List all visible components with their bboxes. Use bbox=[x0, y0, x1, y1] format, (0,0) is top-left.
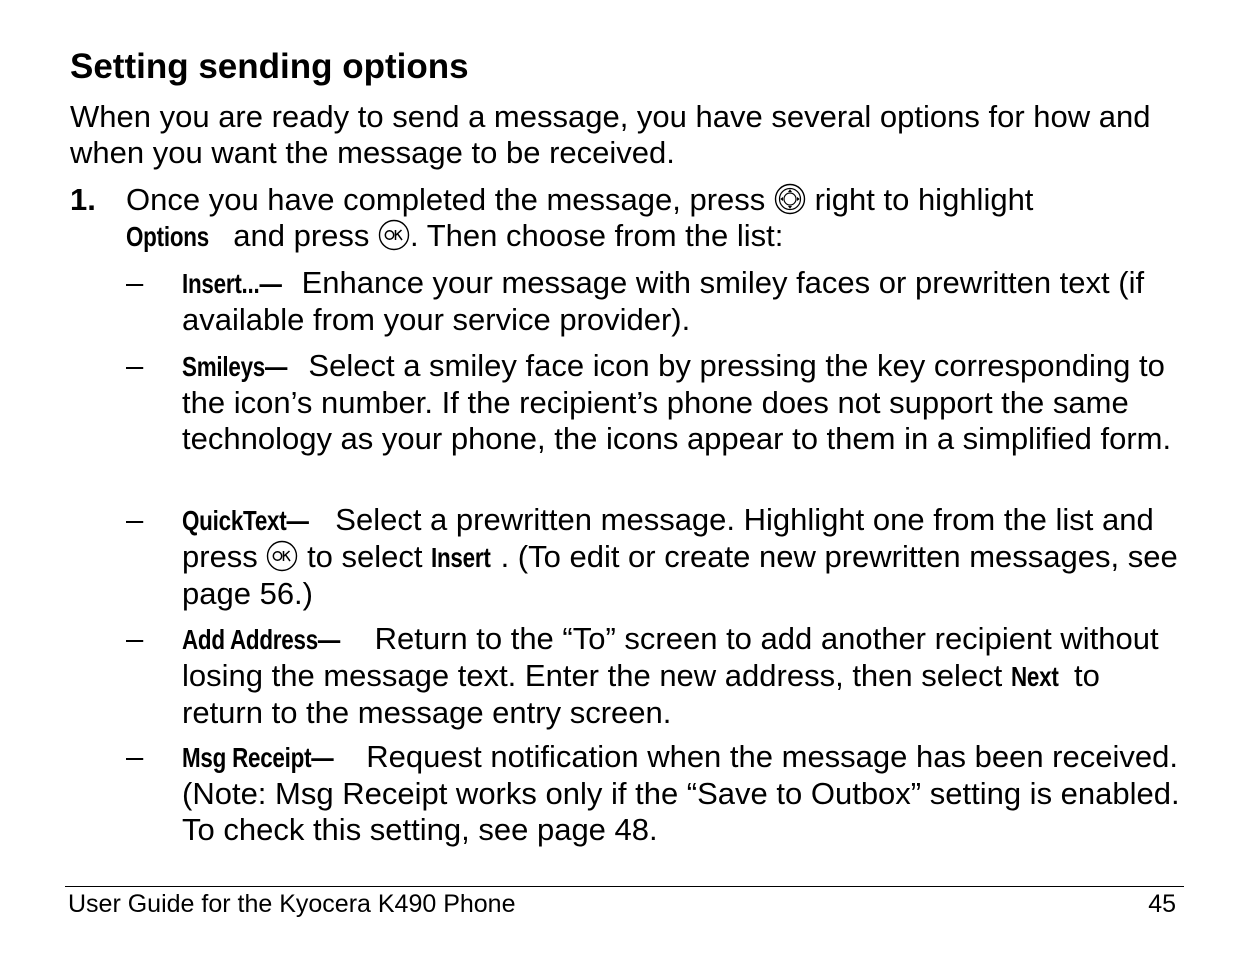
step-text-b: right to highlight bbox=[814, 182, 1034, 217]
footer-page-number: 45 bbox=[1148, 890, 1176, 918]
list-item-text bbox=[182, 502, 1182, 612]
list-item-text bbox=[182, 265, 1182, 338]
list-dash: – bbox=[126, 265, 144, 300]
navigation-key-icon bbox=[774, 183, 806, 215]
step-text-c: and press bbox=[233, 218, 370, 253]
quicktext-description-b: to select bbox=[307, 539, 423, 574]
step-text-d: . Then choose from the list: bbox=[410, 218, 784, 253]
smileys-description: Select a smiley face icon by pressing the key corresponding to the icon’s number. If the recipient’s phone does not support the same technology as your phone, the icons appear to them in a simplified form. bbox=[182, 348, 1172, 456]
footer-guide-title: User Guide for the Kyocera K490 Phone bbox=[68, 890, 516, 918]
msg-receipt-description: Request notification when the message has been received. (Note: Msg Receipt works only if the “Save to Outbox” setting is enabled. To check this setting, see page 48. bbox=[182, 739, 1180, 847]
term-smileys: Smileys— bbox=[182, 351, 288, 382]
add-address-description-a: Return to the “To” screen to add another recipient without losing the message text. Enter the new address, then select bbox=[182, 621, 1159, 693]
step-text-a: Once you have completed the message, press bbox=[126, 182, 766, 217]
term-options: Options bbox=[126, 221, 209, 252]
term-insert: Insert...— bbox=[182, 268, 282, 299]
add-address-description-b: to return to the message entry screen. bbox=[182, 658, 1100, 730]
insert-description: Enhance your message with smiley faces or prewritten text (if available from your service provider). bbox=[182, 265, 1145, 337]
quicktext-description-a: Select a prewritten message. Highlight one from the list and press bbox=[182, 502, 1154, 574]
term-insert-inline: Insert bbox=[431, 542, 491, 573]
list-dash: – bbox=[126, 739, 144, 774]
list-dash: – bbox=[126, 621, 144, 656]
list-item-text bbox=[182, 739, 1182, 848]
list-item-text bbox=[182, 348, 1182, 457]
term-next: Next bbox=[1010, 661, 1059, 692]
ok-key-icon bbox=[378, 219, 410, 251]
list-dash: – bbox=[126, 502, 144, 537]
footer-divider bbox=[65, 886, 1184, 887]
term-quicktext: QuickText— bbox=[182, 505, 309, 536]
list-dash: – bbox=[126, 348, 144, 383]
term-add-address: Add Address— bbox=[182, 624, 341, 655]
section-heading: Setting sending options bbox=[70, 47, 469, 86]
step-number: 1. bbox=[70, 182, 96, 217]
step-text bbox=[126, 182, 1176, 255]
ok-key-icon bbox=[266, 540, 298, 572]
term-msg-receipt: Msg Receipt— bbox=[182, 742, 334, 773]
intro-paragraph: When you are ready to send a message, you have several options for how and when you want the message to be received. bbox=[70, 99, 1151, 170]
list-item-text bbox=[182, 621, 1182, 731]
quicktext-description-c: . (To edit or create new prewritten messages, see page 56.) bbox=[182, 539, 1178, 611]
